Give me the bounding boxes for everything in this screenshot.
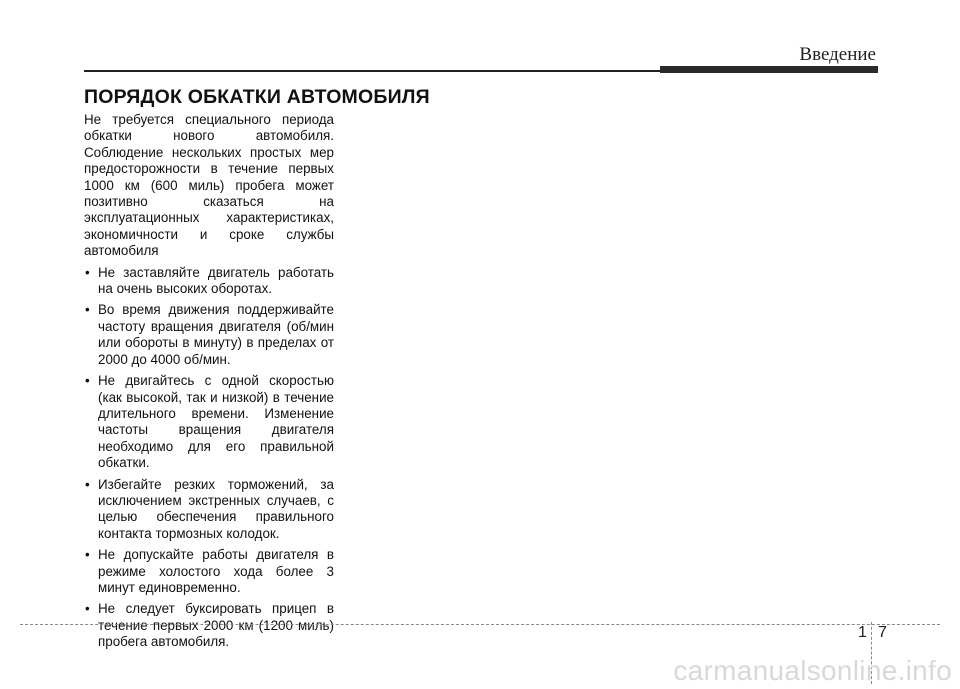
list-item xyxy=(84,477,334,543)
bullet-dot: • xyxy=(85,476,90,492)
list-item xyxy=(84,265,334,298)
content-column xyxy=(84,112,334,651)
list-item xyxy=(84,373,334,471)
list-item xyxy=(84,547,334,596)
page-title: ПОРЯДОК ОБКАТКИ АВТОМОБИЛЯ xyxy=(84,86,430,108)
page-section-number: 1 xyxy=(858,624,867,641)
list-item-text: Во время движения поддерживайте частоту вращения двигателя (об/мин или обороты в минуту) в пределах от 2000 до 4000 об/мин. xyxy=(98,302,334,367)
intro-paragraph: Не требуется специального периода обкатки нового автомобиля. Соблюдение нескольких простых мер предосторожности в течение первых 1000 км (600 миль) пробега может позитивно сказаться на эксплуатационных характеристиках, экономичности и сроке службы автомобиля xyxy=(84,112,334,259)
bullet-dot: • xyxy=(85,264,90,280)
list-item-text: Не заставляйте двигатель работать на очень высоких оборотах. xyxy=(98,264,334,297)
list-item-text: Не следует буксировать прицеп в течение первых 2000 км (1200 миль) пробега автомобиля. xyxy=(98,601,334,650)
header-rule-thick xyxy=(660,66,878,73)
list-item xyxy=(84,302,334,368)
list-item-text: Не двигайтесь с одной скоростью (как высокой, так и низкой) в течение длительного времени. Изменение частоты вращения двигателя необходимо для его правильной обкатки. xyxy=(98,373,334,471)
bullet-dot: • xyxy=(85,547,90,563)
header-rule-thin xyxy=(84,70,660,72)
bullet-list xyxy=(84,265,334,651)
bullet-dot: • xyxy=(85,601,90,617)
footer-rule xyxy=(20,624,940,625)
list-item-text: Не допускайте работы двигателя в режиме холостого хода более 3 минут единовременно. xyxy=(98,547,334,595)
bullet-dot: • xyxy=(85,302,90,318)
list-item-text: Избегайте резких торможений, за исключением экстренных случаев, с целью обеспечения правильного контакта тормозных колодок. xyxy=(98,476,334,541)
section-label: Введение xyxy=(799,44,876,65)
watermark: carmanualsonline.info xyxy=(673,655,952,686)
bullet-dot: • xyxy=(85,373,90,389)
page-number: 7 xyxy=(878,624,887,641)
list-item xyxy=(84,601,334,650)
